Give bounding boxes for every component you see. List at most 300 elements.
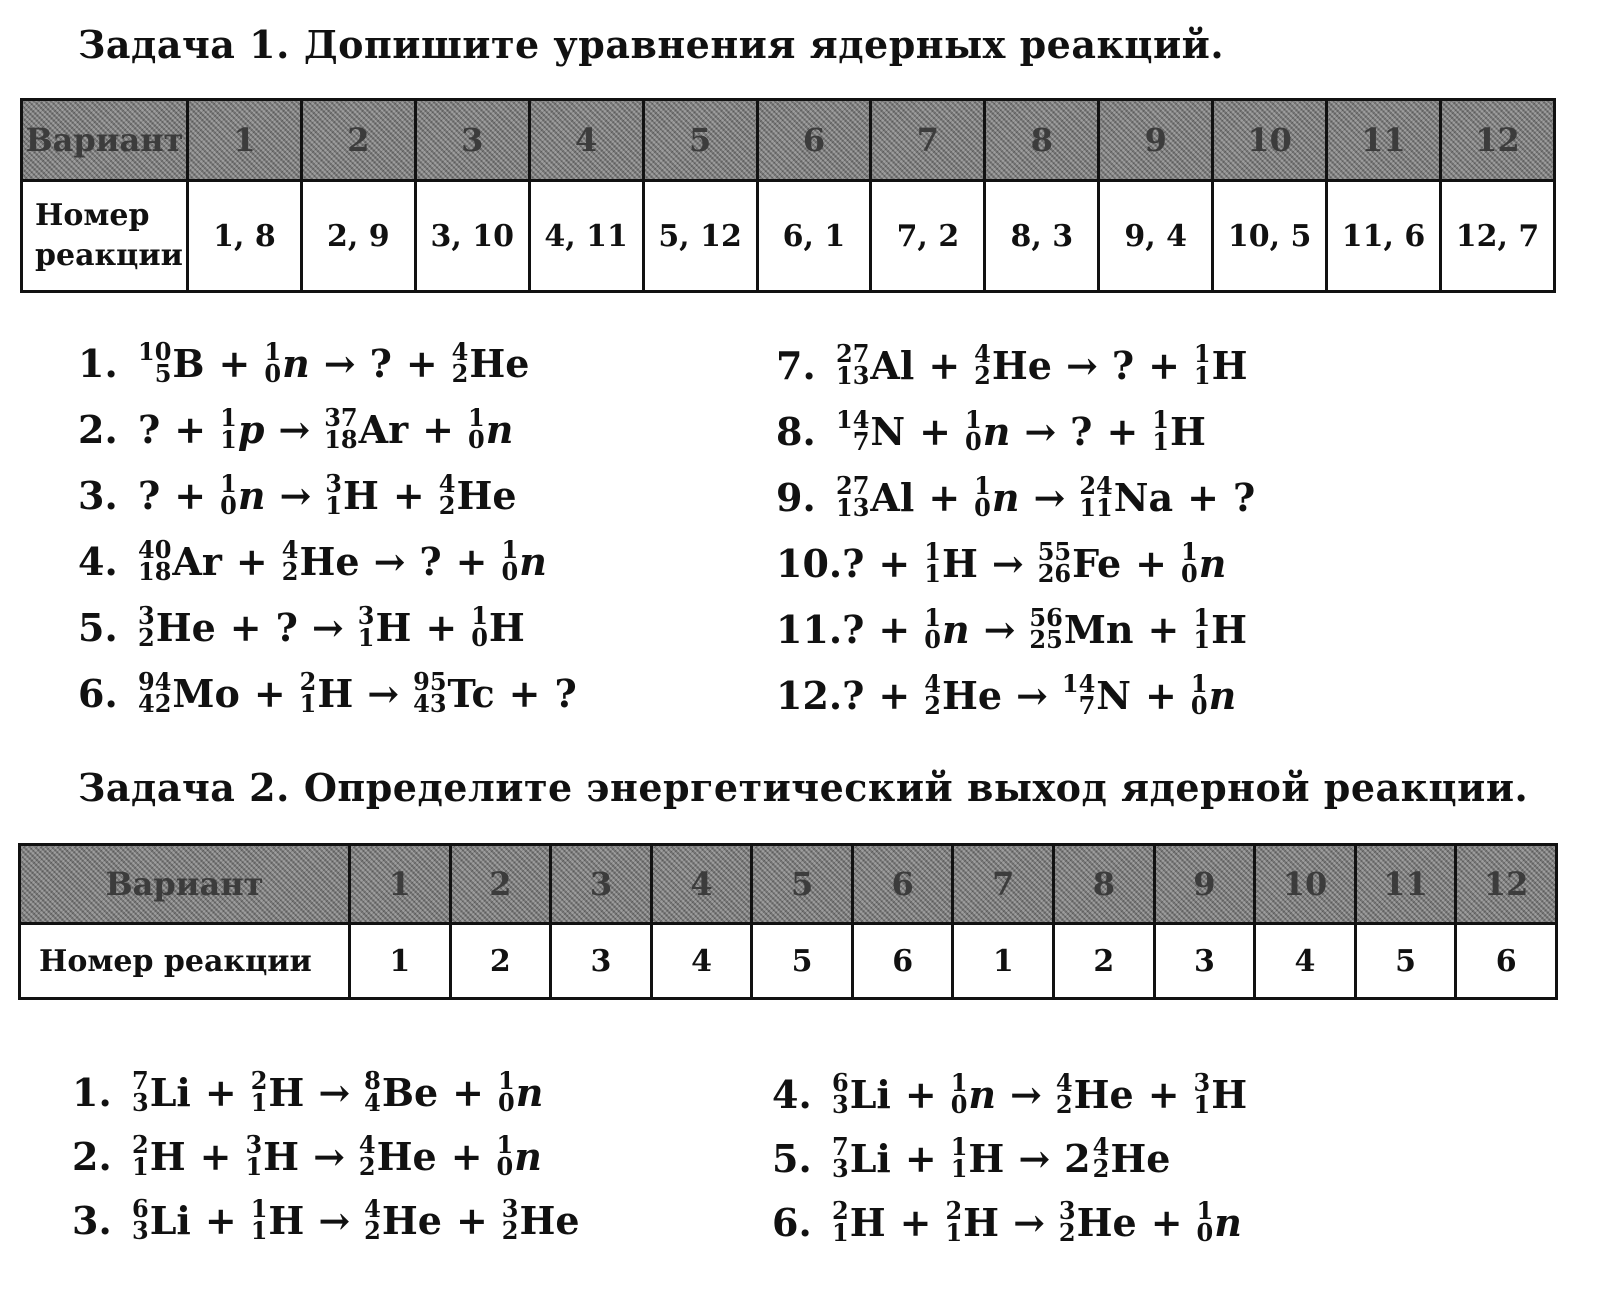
element-symbol: n — [282, 340, 310, 386]
charge-number: 1 — [357, 623, 375, 652]
element-symbol: H — [1211, 342, 1248, 388]
mass-number: 3 — [1193, 1068, 1211, 1097]
reaction-equation — [132, 1194, 580, 1245]
isotope — [974, 471, 1020, 522]
task1-header-row — [22, 100, 1555, 181]
isotope — [413, 667, 495, 718]
mass-number: 1 — [950, 1132, 968, 1161]
isotope-numbers — [138, 535, 172, 586]
reaction-number: 4. — [772, 1071, 812, 1117]
mass-number: 55 — [1037, 537, 1072, 566]
plus-sign: + — [218, 340, 251, 386]
reaction-item — [72, 1060, 692, 1124]
reaction-number-cell: 5, 12 — [643, 181, 757, 292]
reaction-arrow: → — [1018, 1135, 1051, 1181]
task1-title — [78, 22, 1224, 67]
charge-number: 2 — [138, 623, 155, 652]
reaction-number: 9. — [776, 474, 816, 520]
charge-number: 25 — [1029, 625, 1063, 654]
reaction-number-cell: 4 — [651, 924, 752, 999]
reaction-number-cell: 3 — [551, 924, 652, 999]
reaction-item — [772, 1062, 1532, 1126]
reaction-equation — [836, 471, 1256, 522]
plus-sign: + — [928, 342, 961, 388]
element-symbol: H — [343, 472, 379, 518]
mass-number: 4 — [358, 1130, 376, 1159]
isotope-numbers — [132, 1194, 149, 1245]
charge-number: 0 — [468, 425, 485, 454]
reaction-number: 1. — [72, 1069, 112, 1115]
isotope-numbers — [498, 1066, 515, 1117]
plus-sign: + — [392, 472, 425, 518]
reaction-arrow: → — [367, 670, 400, 716]
reaction-equation — [138, 403, 514, 454]
charge-number: 3 — [132, 1088, 149, 1117]
mass-number: 1 — [924, 537, 941, 566]
isotope-numbers — [974, 471, 991, 522]
reaction-equation — [138, 667, 577, 718]
element-symbol: He — [155, 604, 216, 650]
isotope-numbers — [950, 1132, 968, 1183]
charge-number: 1 — [924, 559, 941, 588]
isotope-numbers — [138, 337, 172, 388]
unknown-particle: ? — [842, 606, 865, 652]
isotope — [501, 535, 547, 586]
reaction-arrow: → — [323, 340, 356, 386]
charge-number: 3 — [132, 1216, 149, 1245]
mass-number: 2 — [250, 1066, 268, 1095]
mass-number: 7 — [132, 1066, 149, 1095]
reaction-item — [776, 530, 1536, 596]
mass-number: 1 — [220, 469, 237, 498]
element-symbol: Al — [870, 342, 915, 388]
element-symbol: N — [1096, 672, 1132, 718]
reaction-arrow: → — [1016, 672, 1048, 718]
reaction-item — [72, 1124, 692, 1188]
variant-number-cell: 2 — [301, 100, 415, 181]
plus-sign: + — [452, 1069, 484, 1115]
task1-label: Задача 1. — [78, 22, 290, 67]
charge-number: 1 — [220, 425, 237, 454]
isotope-numbers — [1092, 1132, 1110, 1183]
mass-number: 4 — [364, 1194, 381, 1223]
element-symbol: He — [456, 472, 517, 518]
isotope — [950, 1132, 1005, 1183]
charge-number: 3 — [832, 1090, 849, 1119]
reaction-arrow: → — [311, 604, 344, 650]
isotope-numbers — [832, 1068, 849, 1119]
isotope — [438, 469, 517, 520]
isotope — [1055, 1068, 1134, 1119]
reaction-equation — [832, 1132, 1171, 1183]
mass-number: 40 — [138, 535, 172, 564]
reaction-equation — [842, 603, 1247, 654]
reaction-item — [776, 464, 1536, 530]
charge-number: 1 — [1152, 427, 1169, 456]
charge-number: 2 — [1092, 1154, 1110, 1183]
isotope — [496, 1130, 542, 1181]
isotope-numbers — [836, 405, 870, 456]
isotope-numbers — [413, 667, 447, 718]
task2-label: Задача 2. — [78, 765, 290, 810]
element-symbol: n — [941, 606, 970, 652]
isotope-numbers — [299, 667, 317, 718]
plus-sign: + — [455, 1197, 488, 1243]
mass-number: 6 — [832, 1068, 849, 1097]
isotope — [245, 1130, 300, 1181]
isotope — [264, 337, 310, 388]
reaction-arrow: → — [983, 606, 1016, 652]
charge-number: 7 — [1078, 691, 1096, 720]
isotope — [325, 469, 379, 520]
mass-number: 1 — [964, 405, 982, 434]
variant-number-cell: 4 — [651, 845, 752, 924]
mass-number: 10 — [138, 337, 172, 366]
variant-number-cell: 2 — [450, 845, 551, 924]
reaction-arrow: → — [278, 406, 311, 452]
element-symbol: H — [488, 604, 525, 650]
mass-number: 3 — [357, 601, 375, 630]
isotope — [281, 535, 360, 586]
charge-number: 2 — [501, 1216, 519, 1245]
element-symbol: n — [968, 1071, 997, 1117]
variant-number-cell: 7 — [953, 845, 1054, 924]
reaction-number: 2. — [72, 1133, 112, 1179]
unknown-particle: ? — [369, 340, 392, 386]
charge-number: 0 — [471, 623, 488, 652]
reaction-number: 11. — [776, 606, 843, 652]
variant-number-cell: 3 — [415, 100, 529, 181]
isotope-numbers — [138, 601, 155, 652]
isotope-numbers — [471, 601, 488, 652]
mass-number: 2 — [132, 1130, 149, 1159]
reaction-number-cell: 2 — [450, 924, 551, 999]
element-symbol: Ar — [172, 538, 222, 584]
task2-variant-table — [18, 843, 1558, 1000]
plus-sign: + — [904, 1135, 937, 1181]
mass-number: 27 — [836, 339, 870, 368]
plus-sign: + — [878, 606, 911, 652]
reaction-item — [78, 594, 698, 660]
variant-number-cell: 4 — [529, 100, 643, 181]
isotope — [451, 337, 530, 388]
variant-number-cell: 5 — [643, 100, 757, 181]
charge-number: 1 — [325, 491, 342, 520]
variant-number-cell: 12 — [1456, 845, 1557, 924]
reaction-number: 4. — [78, 538, 118, 584]
reaction-number-cell: 1 — [953, 924, 1054, 999]
reaction-equation — [832, 1196, 1242, 1247]
variant-number-cell: 3 — [551, 845, 652, 924]
element-symbol: H — [149, 1133, 186, 1179]
isotope — [1152, 405, 1206, 456]
reaction-number-cell: 5 — [1355, 924, 1456, 999]
variant-number-cell: 9 — [1154, 845, 1255, 924]
charge-number: 0 — [498, 1088, 515, 1117]
unknown-particle: ? — [1070, 408, 1093, 454]
reaction-number-cell: 7, 2 — [871, 181, 985, 292]
isotope — [832, 1196, 886, 1247]
isotope-numbers — [468, 403, 485, 454]
variant-number-cell: 10 — [1255, 845, 1356, 924]
charge-number: 2 — [438, 491, 456, 520]
element-symbol: H — [268, 1069, 305, 1115]
isotope-numbers — [132, 1130, 149, 1181]
isotope — [974, 339, 1052, 390]
plus-sign: + — [878, 540, 911, 586]
reaction-arrow: → — [991, 540, 1024, 586]
reaction-number-cell: 3, 10 — [415, 181, 529, 292]
plus-sign: + — [1147, 1071, 1180, 1117]
charge-number: 5 — [154, 359, 172, 388]
reaction-number-cell: 3 — [1154, 924, 1255, 999]
mass-number: 27 — [836, 471, 870, 500]
charge-number: 2 — [924, 691, 941, 720]
charge-number: 1 — [299, 689, 317, 718]
charge-number: 0 — [496, 1152, 514, 1181]
reaction-number: 1. — [78, 340, 118, 386]
charge-number: 2 — [364, 1216, 381, 1245]
charge-number: 1 — [950, 1154, 968, 1183]
isotope — [468, 403, 514, 454]
isotope-numbers — [1193, 339, 1211, 390]
element-symbol: Be — [381, 1069, 439, 1115]
isotope — [950, 1068, 997, 1119]
isotope — [471, 601, 525, 652]
element-symbol: He — [941, 672, 1003, 718]
mass-number: 1 — [498, 1066, 515, 1095]
isotope-numbers — [964, 405, 982, 456]
reaction-arrow: → — [1033, 474, 1066, 520]
isotope-numbers — [924, 537, 941, 588]
task1-reactions-right — [776, 332, 1536, 728]
reaction-equation — [836, 405, 1206, 456]
plus-sign: + — [204, 1069, 237, 1115]
mass-number: 1 — [250, 1194, 268, 1223]
mass-number: 8 — [364, 1066, 381, 1095]
element-symbol: n — [1214, 1199, 1242, 1245]
plus-sign: + — [1187, 474, 1219, 520]
isotope-numbers — [325, 469, 342, 520]
reaction-number: 6. — [78, 670, 118, 716]
isotope — [836, 339, 915, 390]
plus-sign: + — [235, 538, 268, 584]
variant-number-cell: 8 — [985, 100, 1099, 181]
mass-number: 1 — [501, 535, 519, 564]
mass-number: 1 — [468, 403, 485, 432]
isotope-numbers — [945, 1196, 963, 1247]
isotope-numbers — [245, 1130, 263, 1181]
charge-number: 1 — [250, 1088, 268, 1117]
reaction-arrow: → — [1065, 342, 1098, 388]
charge-number: 2 — [451, 359, 469, 388]
isotope — [358, 1130, 437, 1181]
isotope — [138, 535, 222, 586]
reaction-number-cell: 2 — [1054, 924, 1155, 999]
element-symbol: H — [268, 1197, 305, 1243]
reaction-number-cell: 6 — [852, 924, 953, 999]
element-symbol: He — [991, 342, 1052, 388]
reaction-arrow: → — [1024, 408, 1057, 454]
element-symbol: He — [469, 340, 530, 386]
charge-number: 13 — [836, 361, 870, 390]
reaction-arrow: → — [373, 538, 406, 584]
mass-number: 1 — [1152, 405, 1169, 434]
variant-number-cell: 12 — [1440, 100, 1554, 181]
variant-number-cell: 11 — [1327, 100, 1441, 181]
isotope — [132, 1130, 186, 1181]
reaction-item — [78, 462, 698, 528]
isotope — [836, 405, 906, 456]
task1-reaction-row — [22, 181, 1555, 292]
plus-sign: + — [899, 1199, 932, 1245]
element-symbol: Mo — [172, 670, 240, 716]
task2-text: Определите энергетический выход ядерной реакции. — [303, 765, 1529, 810]
isotope-numbers — [950, 1068, 968, 1119]
element-symbol: n — [982, 408, 1011, 454]
element-symbol: n — [485, 406, 514, 452]
isotope — [299, 667, 354, 718]
isotope — [138, 337, 205, 388]
mass-number: 3 — [501, 1194, 519, 1223]
reaction-number: 12. — [776, 672, 843, 718]
reaction-equation — [842, 537, 1227, 588]
mass-number: 4 — [451, 337, 469, 366]
plus-sign: + — [422, 406, 454, 452]
reaction-item — [772, 1190, 1532, 1254]
isotope-numbers — [832, 1196, 849, 1247]
mass-number: 4 — [281, 535, 299, 564]
mass-number: 1 — [1196, 1196, 1214, 1225]
isotope-numbers — [836, 471, 870, 522]
unknown-particle: ? — [842, 672, 865, 718]
isotope — [1037, 537, 1122, 588]
plus-sign: + — [199, 1133, 232, 1179]
reaction-number-cell: 4, 11 — [529, 181, 643, 292]
isotope-numbers — [1193, 1068, 1211, 1119]
isotope-numbers — [220, 403, 237, 454]
reaction-item — [776, 332, 1536, 398]
isotope — [250, 1194, 305, 1245]
charge-number: 0 — [1190, 691, 1208, 720]
charge-number: 0 — [974, 493, 991, 522]
element-symbol: Fe — [1072, 540, 1122, 586]
isotope-numbers — [1193, 603, 1211, 654]
isotope-numbers — [836, 339, 870, 390]
reaction-arrow: → — [313, 1133, 345, 1179]
plus-sign: + — [1145, 672, 1177, 718]
plus-sign: + — [1106, 408, 1139, 454]
reaction-number-cell: 1 — [350, 924, 451, 999]
isotope — [1193, 339, 1248, 390]
task1-text: Допишите уравнения ядерных реакций. — [303, 22, 1225, 67]
reaction-number: 2. — [78, 406, 118, 452]
reaction-equation — [132, 1130, 542, 1181]
reaction-arrow: → — [1013, 1199, 1045, 1245]
charge-number: 1 — [1193, 625, 1211, 654]
reaction-equation — [138, 337, 530, 388]
plus-sign: + — [1135, 540, 1168, 586]
plus-sign: + — [425, 604, 458, 650]
charge-number: 2 — [358, 1152, 376, 1181]
unknown-particle: ? — [1111, 342, 1135, 388]
reaction-number-cell: 10, 5 — [1213, 181, 1327, 292]
reaction-item — [78, 528, 698, 594]
charge-number: 3 — [832, 1154, 849, 1183]
element-symbol: H — [317, 670, 354, 716]
reaction-arrow: → — [318, 1197, 351, 1243]
element-symbol: H — [963, 1199, 1000, 1245]
mass-number: 1 — [924, 603, 941, 632]
reaction-number: 5. — [78, 604, 118, 650]
reaction-number-cell: 4 — [1255, 924, 1356, 999]
isotope — [1193, 603, 1247, 654]
variant-number-cell: 6 — [757, 100, 871, 181]
element-symbol: H — [1169, 408, 1206, 454]
reaction-arrow: → — [318, 1069, 351, 1115]
element-symbol: Mn — [1063, 606, 1134, 652]
reaction-number-cell: 11, 6 — [1327, 181, 1441, 292]
plus-sign: + — [204, 1197, 237, 1243]
plus-sign: + — [174, 406, 207, 452]
element-symbol: n — [991, 474, 1020, 520]
element-symbol: H — [849, 1199, 886, 1245]
element-symbol: Ar — [358, 406, 409, 452]
isotope — [945, 1196, 1000, 1247]
plus-sign: + — [405, 340, 438, 386]
isotope — [1058, 1196, 1137, 1247]
isotope-numbers — [1037, 537, 1072, 588]
reaction-equation — [836, 339, 1248, 390]
mass-number: 4 — [974, 339, 991, 368]
mass-number: 1 — [264, 337, 282, 366]
element-symbol: He — [376, 1133, 437, 1179]
charge-number: 1 — [1193, 1090, 1211, 1119]
element-symbol: H — [375, 604, 412, 650]
isotope-numbers — [1196, 1196, 1214, 1247]
isotope-numbers — [357, 601, 375, 652]
plus-sign: + — [1150, 1199, 1183, 1245]
isotope — [964, 405, 1011, 456]
isotope — [1064, 1132, 1171, 1183]
isotope — [220, 469, 266, 520]
element-symbol: Tc — [447, 670, 495, 716]
isotope — [357, 601, 412, 652]
reaction-number: 3. — [78, 472, 118, 518]
unknown-particle: ? — [419, 538, 442, 584]
charge-number: 1 — [945, 1218, 963, 1247]
mass-number: 94 — [138, 667, 172, 696]
element-symbol: n — [1198, 540, 1227, 586]
isotope-numbers — [1190, 669, 1208, 720]
isotope — [924, 603, 970, 654]
charge-number: 0 — [264, 359, 282, 388]
mass-number: 4 — [924, 669, 941, 698]
reaction-arrow: → — [279, 472, 312, 518]
reaction-item — [78, 660, 698, 726]
element-symbol: H — [1211, 606, 1247, 652]
reaction-number: 8. — [776, 408, 816, 454]
element-symbol: n — [237, 472, 266, 518]
isotope-numbers — [132, 1066, 149, 1117]
isotope-numbers — [264, 337, 282, 388]
mass-number: 4 — [1055, 1068, 1073, 1097]
mass-number: 7 — [832, 1132, 849, 1161]
charge-number: 7 — [852, 427, 870, 456]
variant-number-cell: 6 — [852, 845, 953, 924]
element-symbol: He — [381, 1197, 442, 1243]
unknown-particle: ? — [1232, 474, 1256, 520]
